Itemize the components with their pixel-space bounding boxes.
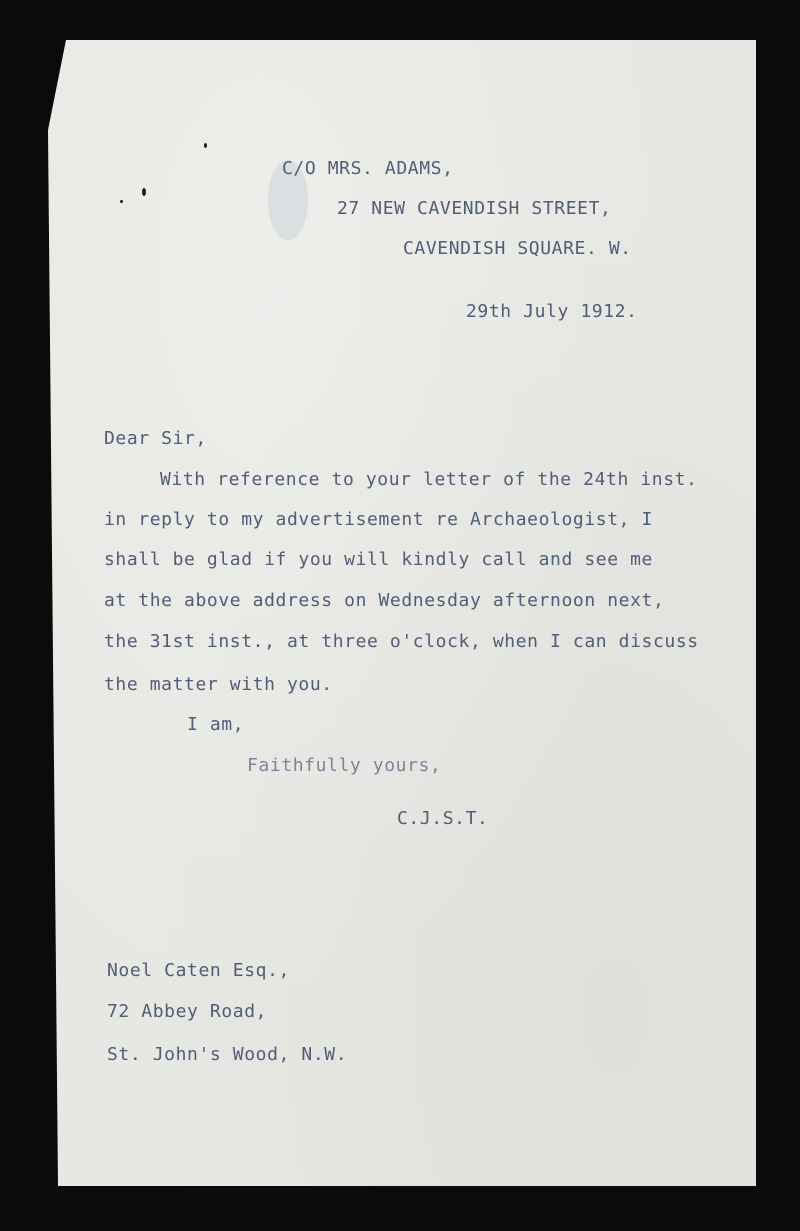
body-line-2: in reply to my advertisement re Archaeologist, I bbox=[104, 509, 653, 530]
salutation: Dear Sir, bbox=[104, 428, 207, 449]
sender-address-line-2: 27 NEW CAVENDISH STREET, bbox=[337, 198, 612, 219]
recipient-name: Noel Caten Esq., bbox=[107, 960, 290, 981]
body-line-5: the 31st inst., at three o'clock, when I can discuss bbox=[104, 631, 699, 652]
signature-initials: C.J.S.T. bbox=[397, 808, 489, 829]
recipient-street: 72 Abbey Road, bbox=[107, 1001, 268, 1022]
closing-i-am: I am, bbox=[187, 714, 245, 735]
body-line-6: the matter with you. bbox=[104, 674, 333, 695]
letter-date: 29th July 1912. bbox=[466, 301, 638, 322]
sender-address-line-3: CAVENDISH SQUARE. W. bbox=[403, 238, 632, 259]
body-line-4: at the above address on Wednesday afternoon next, bbox=[104, 590, 665, 611]
body-line-3: shall be glad if you will kindly call and see me bbox=[104, 549, 653, 570]
pin-hole-mark bbox=[204, 143, 207, 148]
recipient-district: St. John's Wood, N.W. bbox=[107, 1044, 348, 1065]
pin-hole-mark bbox=[120, 200, 123, 203]
closing-faithfully: Faithfully yours, bbox=[247, 755, 442, 776]
body-line-1: With reference to your letter of the 24th inst. bbox=[160, 469, 698, 490]
sender-address-line-1: C/O MRS. ADAMS, bbox=[282, 158, 454, 179]
pin-hole-mark bbox=[142, 188, 146, 196]
